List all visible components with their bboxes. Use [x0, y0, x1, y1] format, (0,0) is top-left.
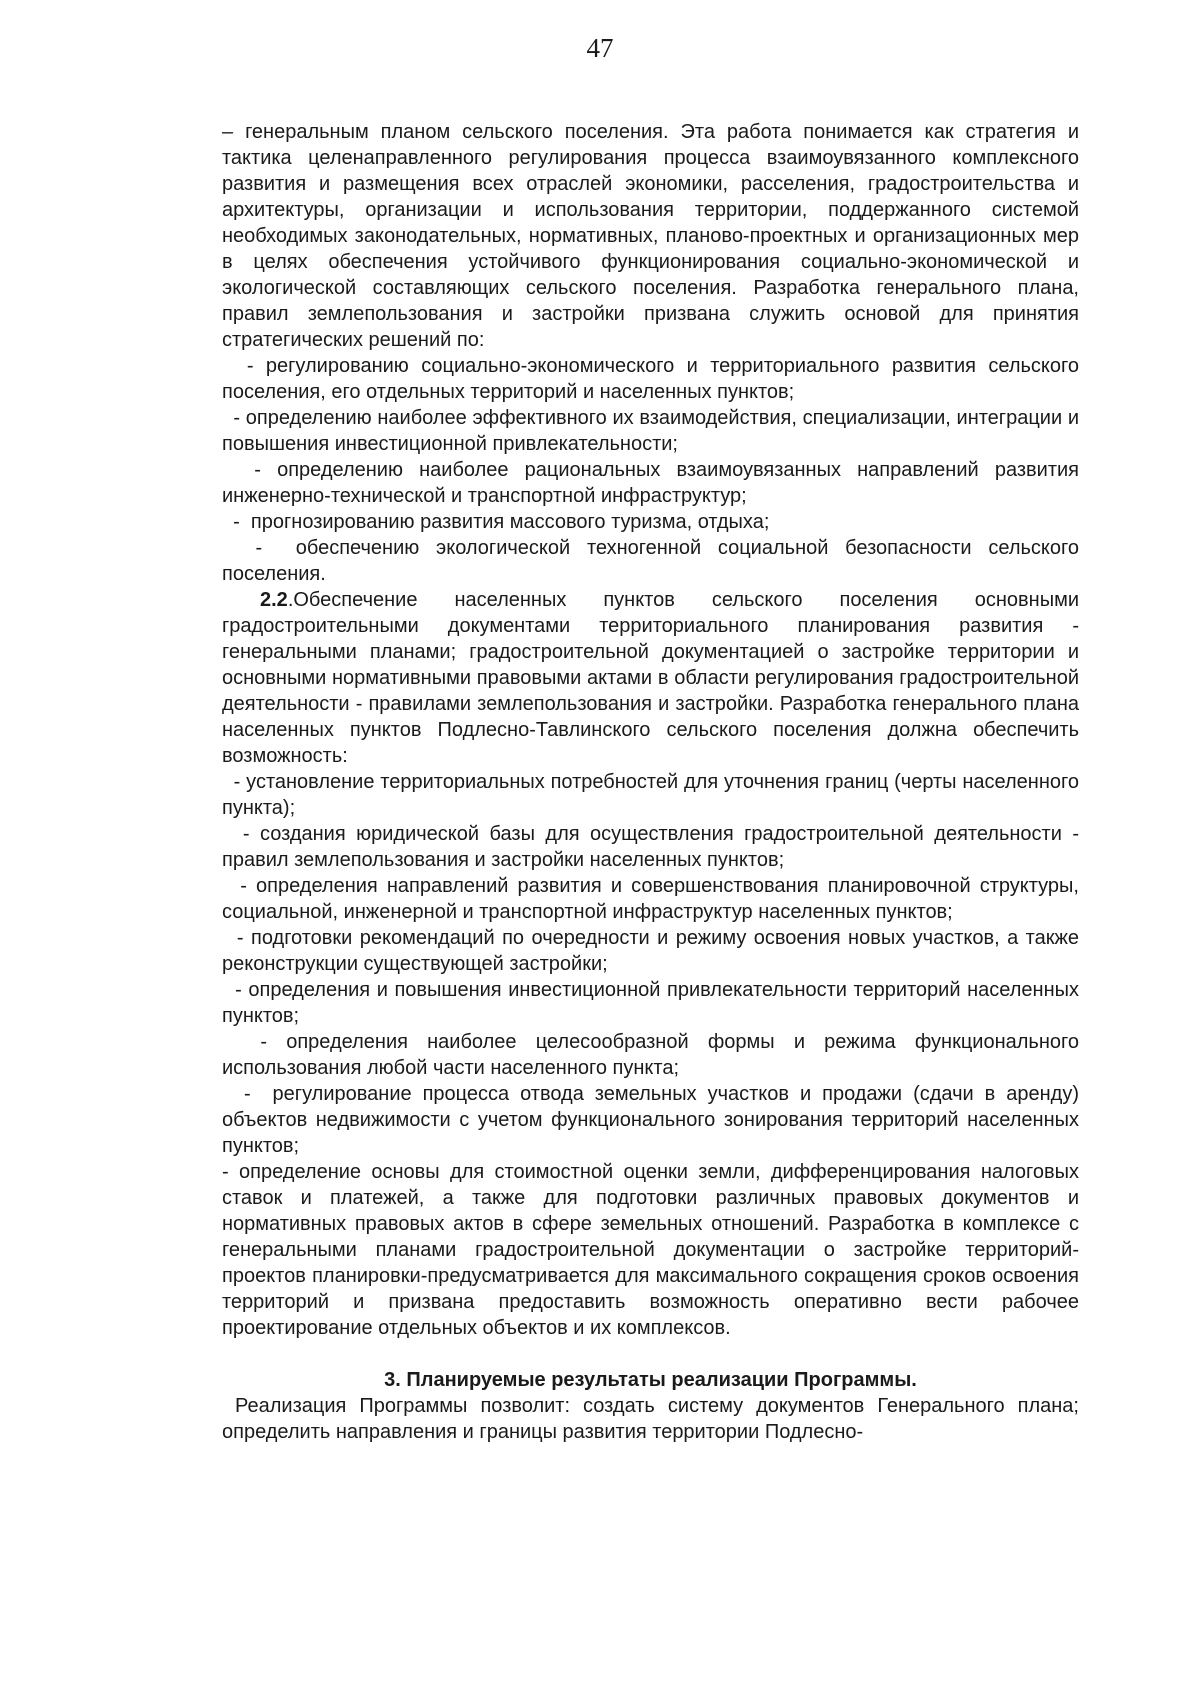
list-item: - определение основы для стоимостной оценки земли, дифференцирования налоговых ставок и платежей, а также для подготовки различных правовых документов и нормативных правовых актов в сфере земельных отношений. Разработка в комплексе с генеральными планами градостроительной документации о застройке территорий-проектов планировки-предусматривается для максимального сокращения сроков освоения территорий и призвана предоставить возможность оперативно вести рабочее проектирование отдельных объектов и их комплексов.	[222, 1161, 1079, 1339]
section-number: 2.2	[260, 589, 288, 611]
intro-paragraph: – генеральным планом сельского поселения. Эта работа понимается как стратегия и тактика целенаправленного регулирования процесса взаимоувязанного комплексного развития и размещения всех отраслей экономики, расселения, градостроительства и архитектуры, организации и использования территории, поддержанного системой необходимых законодательных, нормативных, планово-проектных и организационных мер в целях обеспечения устойчивого функционирования социально-экономической и экологической составляющих сельского поселения. Разработка генерального плана, правил землепользования и застройки призвана служить основой для принятия стратегических решений по:	[222, 121, 1079, 351]
section-3-heading: 3. Планируемые результаты реализации Программы.	[384, 1369, 917, 1391]
list-item: - регулирование процесса отвода земельных участков и продажи (сдачи в аренду) объектов недвижимости с учетом функционального зонирования территорий населенных пунктов;	[222, 1083, 1085, 1157]
section-2-2-paragraph	[222, 587, 1079, 769]
section-text: .Обеспечение населенных пунктов сельского поселения основными градостроительными документами территориального планирования развития - генеральными планами; градостроительной документацией о застройке территории и основными нормативными правовыми актами в области регулирования градостроительной деятельности - правилами землепользования и застройки. Разработка генерального плана населенных пунктов Подлесно-Тавлинского сельского поселения должна обеспечить возможность:	[222, 589, 1079, 767]
list-item: - определения направлений развития и совершенствования планировочной структуры, социальной, инженерной и транспортной инфраструктур населенных пунктов;	[222, 875, 1085, 923]
list-item: - прогнозированию развития массового туризма, отдыха;	[222, 511, 770, 533]
list-item: - установление территориальных потребностей для уточнения границ (черты населенного пункта);	[222, 771, 1085, 819]
list-item: - регулированию социально-экономического и территориального развития сельского поселения, его отдельных территорий и населенных пунктов;	[222, 355, 1085, 403]
list-item: - определению наиболее эффективного их взаимодействия, специализации, интеграции и повышения инвестиционной привлекательности;	[222, 407, 1085, 455]
list-item: - определения и повышения инвестиционной привлекательности территорий населенных пунктов;	[222, 979, 1085, 1027]
document-body	[222, 119, 1085, 1445]
section-3-paragraph: Реализация Программы позволит: создать систему документов Генерального плана; определить направления и границы развития территории Подлесно-	[222, 1395, 1085, 1443]
list-item: - определения наиболее целесообразной формы и режима функционального использования любой части населенного пункта;	[222, 1031, 1085, 1079]
list-item: - подготовки рекомендаций по очередности и режиму освоения новых участков, а также реконструкции существующей застройки;	[222, 927, 1085, 975]
list-item: - обеспечению экологической техногенной социальной безопасности сельского поселения.	[222, 537, 1085, 585]
list-item: - создания юридической базы для осуществления градостроительной деятельности - правил землепользования и застройки населенных пунктов;	[222, 823, 1085, 871]
list-item: - определению наиболее рациональных взаимоувязанных направлений развития инженерно-технической и транспортной инфраструктур;	[222, 459, 1085, 507]
page-number: 47	[586, 33, 614, 63]
